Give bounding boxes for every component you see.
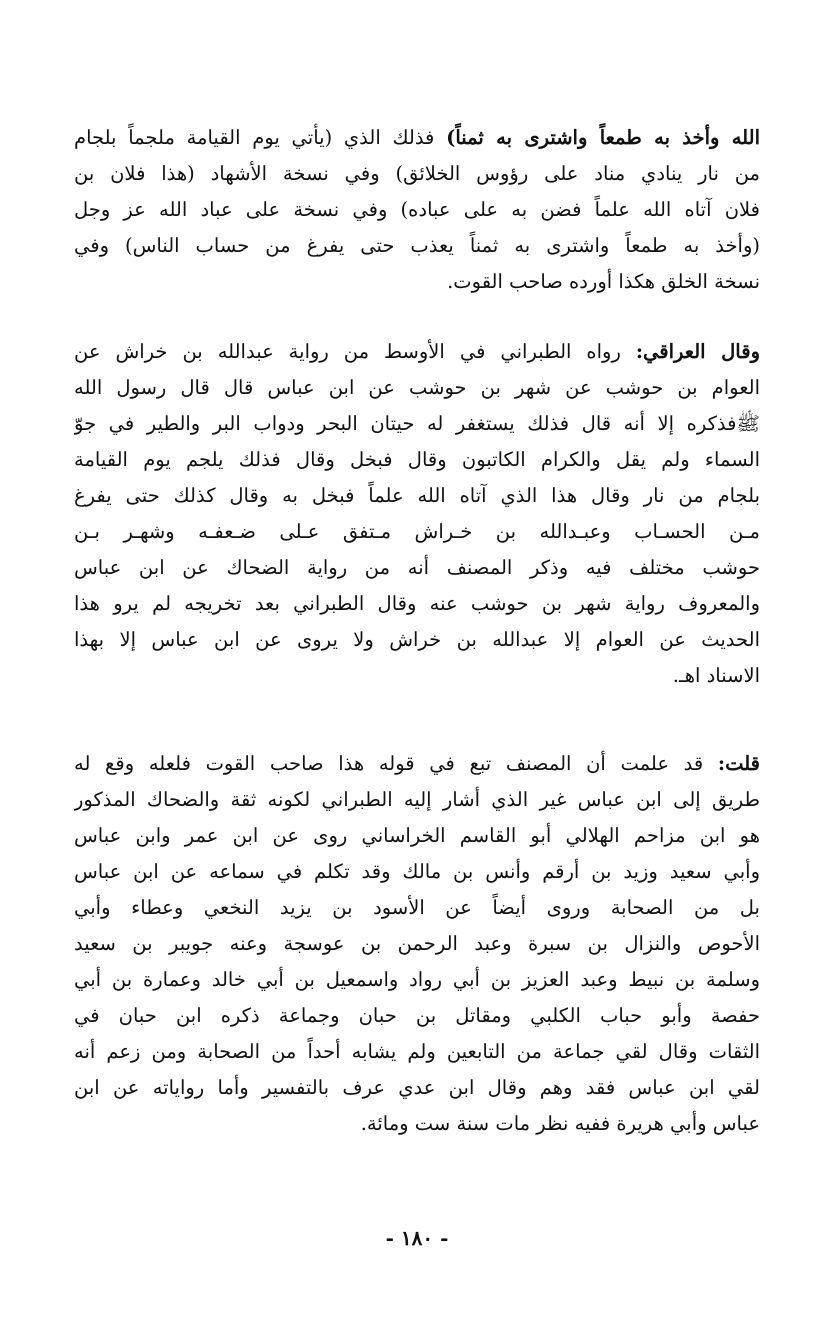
body-text: الاسناد اهـ. xyxy=(672,664,760,687)
text-line xyxy=(74,228,760,264)
text-line xyxy=(74,334,760,370)
body-text: لقي ابن عباس فقد وهم وقال ابن عدي عرف بالتفسير وأما رواياته عن ابن xyxy=(74,1076,760,1099)
body-text: فذلك الذي (يأتي يوم القيامة ملجماً بلجام xyxy=(74,126,447,149)
body-text: وسلمة بن نبيط وعبد العزيز بن أبي رواد واسمعيل بن أبي خالد وعمارة بن أبي xyxy=(74,968,760,991)
body-text: من نار ينادي مناد على رؤوس الخلائق) وفي نسخة الأشهاد (هذا فلان بن xyxy=(74,162,760,185)
text-line xyxy=(74,746,760,782)
body-text: والمعروف رواية شهر بن حوشب عنه وقال الطبراني بعد تخريجه لم يرو هذا xyxy=(74,592,760,615)
bold-lead-text: الله وأخذ به طمعاً واشترى به ثمناً) xyxy=(446,126,760,149)
text-line xyxy=(74,442,760,478)
text-line xyxy=(74,1106,760,1142)
text-line xyxy=(74,818,760,854)
body-text: مـن الحسـاب وعبـدالله بن خـراش مـتفق عـلى ضـعفـه وشهـر بـن xyxy=(74,520,760,543)
page-number: - ١٨٠ - xyxy=(385,1226,449,1250)
body-text: بل من الصحابة وروى أيضاً عن الأسود بن يزيد النخعي وعطاء وأبي xyxy=(74,896,760,919)
body-text: طريق إلى ابن عباس غير الذي أشار إليه الطبراني لكونه ثقة والضحاك المذكور xyxy=(74,788,760,811)
bold-lead-text: قلت: xyxy=(717,752,760,775)
text-line xyxy=(74,854,760,890)
paragraph-3 xyxy=(74,746,760,1142)
body-text: السماء ولم يقل والكرام الكاتبون وقال فبخل وقال فذلك يلجم يوم القيامة xyxy=(74,448,760,471)
body-text: ﷺفذكره إلا أنه قال فذلك يستغفر له حيتان البحر ودواب البر والطير في جوّ xyxy=(74,412,760,435)
body-text: حفصة وأبو حباب الكلبي ومقاتل بن حبان وجماعة ذكره ابن حبان في xyxy=(74,1004,760,1027)
text-line xyxy=(74,926,760,962)
body-text: العوام بن حوشب عن شهر بن حوشب عن ابن عباس قال قال رسول الله xyxy=(74,376,760,399)
text-line xyxy=(74,586,760,622)
text-line xyxy=(74,998,760,1034)
bold-lead-text: وقال العراقي: xyxy=(635,340,760,363)
paragraph-1 xyxy=(74,120,760,300)
text-line xyxy=(74,658,760,694)
text-line xyxy=(74,1070,760,1106)
body-text: الأحوص والنزال بن سبرة وعبد الرحمن بن عوسجة وعنه جويبر بن سعيد xyxy=(74,932,760,955)
body-text: الثقات وقال لقي جماعة من التابعين ولم يشابه أحداً من الصحابة ومن زعم أنه xyxy=(74,1040,760,1063)
body-text: الحديث عن العوام إلا عبدالله بن خراش ولا يروى عن ابن عباس إلا بهذا xyxy=(74,628,760,651)
body-text: عباس وأبي هريرة ففيه نظر مات سنة ست ومائة. xyxy=(360,1112,760,1135)
text-line xyxy=(74,478,760,514)
text-line xyxy=(74,370,760,406)
body-text: هو ابن مزاحم الهلالي أبو القاسم الخراساني روى عن ابن عمر وابن عباس xyxy=(74,824,760,847)
text-line xyxy=(74,550,760,586)
text-line xyxy=(74,120,760,156)
paragraph-2 xyxy=(74,334,760,694)
body-text: فلان آتاه الله علماً فضن به على عباده) وفي نسخة على عباد الله عز وجل xyxy=(74,198,760,221)
body-text: نسخة الخلق هكذا أورده صاحب القوت. xyxy=(447,270,760,293)
body-text: قد علمت أن المصنف تبع في قوله هذا صاحب القوت فلعله وقع له xyxy=(74,752,718,775)
text-line xyxy=(74,406,760,442)
text-line xyxy=(74,156,760,192)
body-text: وأبي سعيد وزيد بن أرقم وأنس بن مالك وقد تكلم في سماعه عن ابن عباس xyxy=(74,860,760,883)
text-line xyxy=(74,1034,760,1070)
text-line xyxy=(74,622,760,658)
body-text: بلجام من نار وقال هذا الذي آتاه الله علماً فبخل به وقال كذلك حتى يفرغ xyxy=(74,484,760,507)
text-line xyxy=(74,264,760,300)
body-text: رواه الطبراني في الأوسط من رواية عبدالله بن خراش عن xyxy=(74,340,636,363)
body-text: حوشب مختلف فيه وذكر المصنف أنه من رواية الضحاك عن ابن عباس xyxy=(74,556,760,579)
text-line xyxy=(74,782,760,818)
text-line xyxy=(74,192,760,228)
text-line xyxy=(74,514,760,550)
body-text: (وأخذ به طمعاً واشترى به ثمناً يعذب حتى يفرغ من حساب الناس) وفي xyxy=(74,234,760,257)
text-line xyxy=(74,890,760,926)
text-line xyxy=(74,962,760,998)
